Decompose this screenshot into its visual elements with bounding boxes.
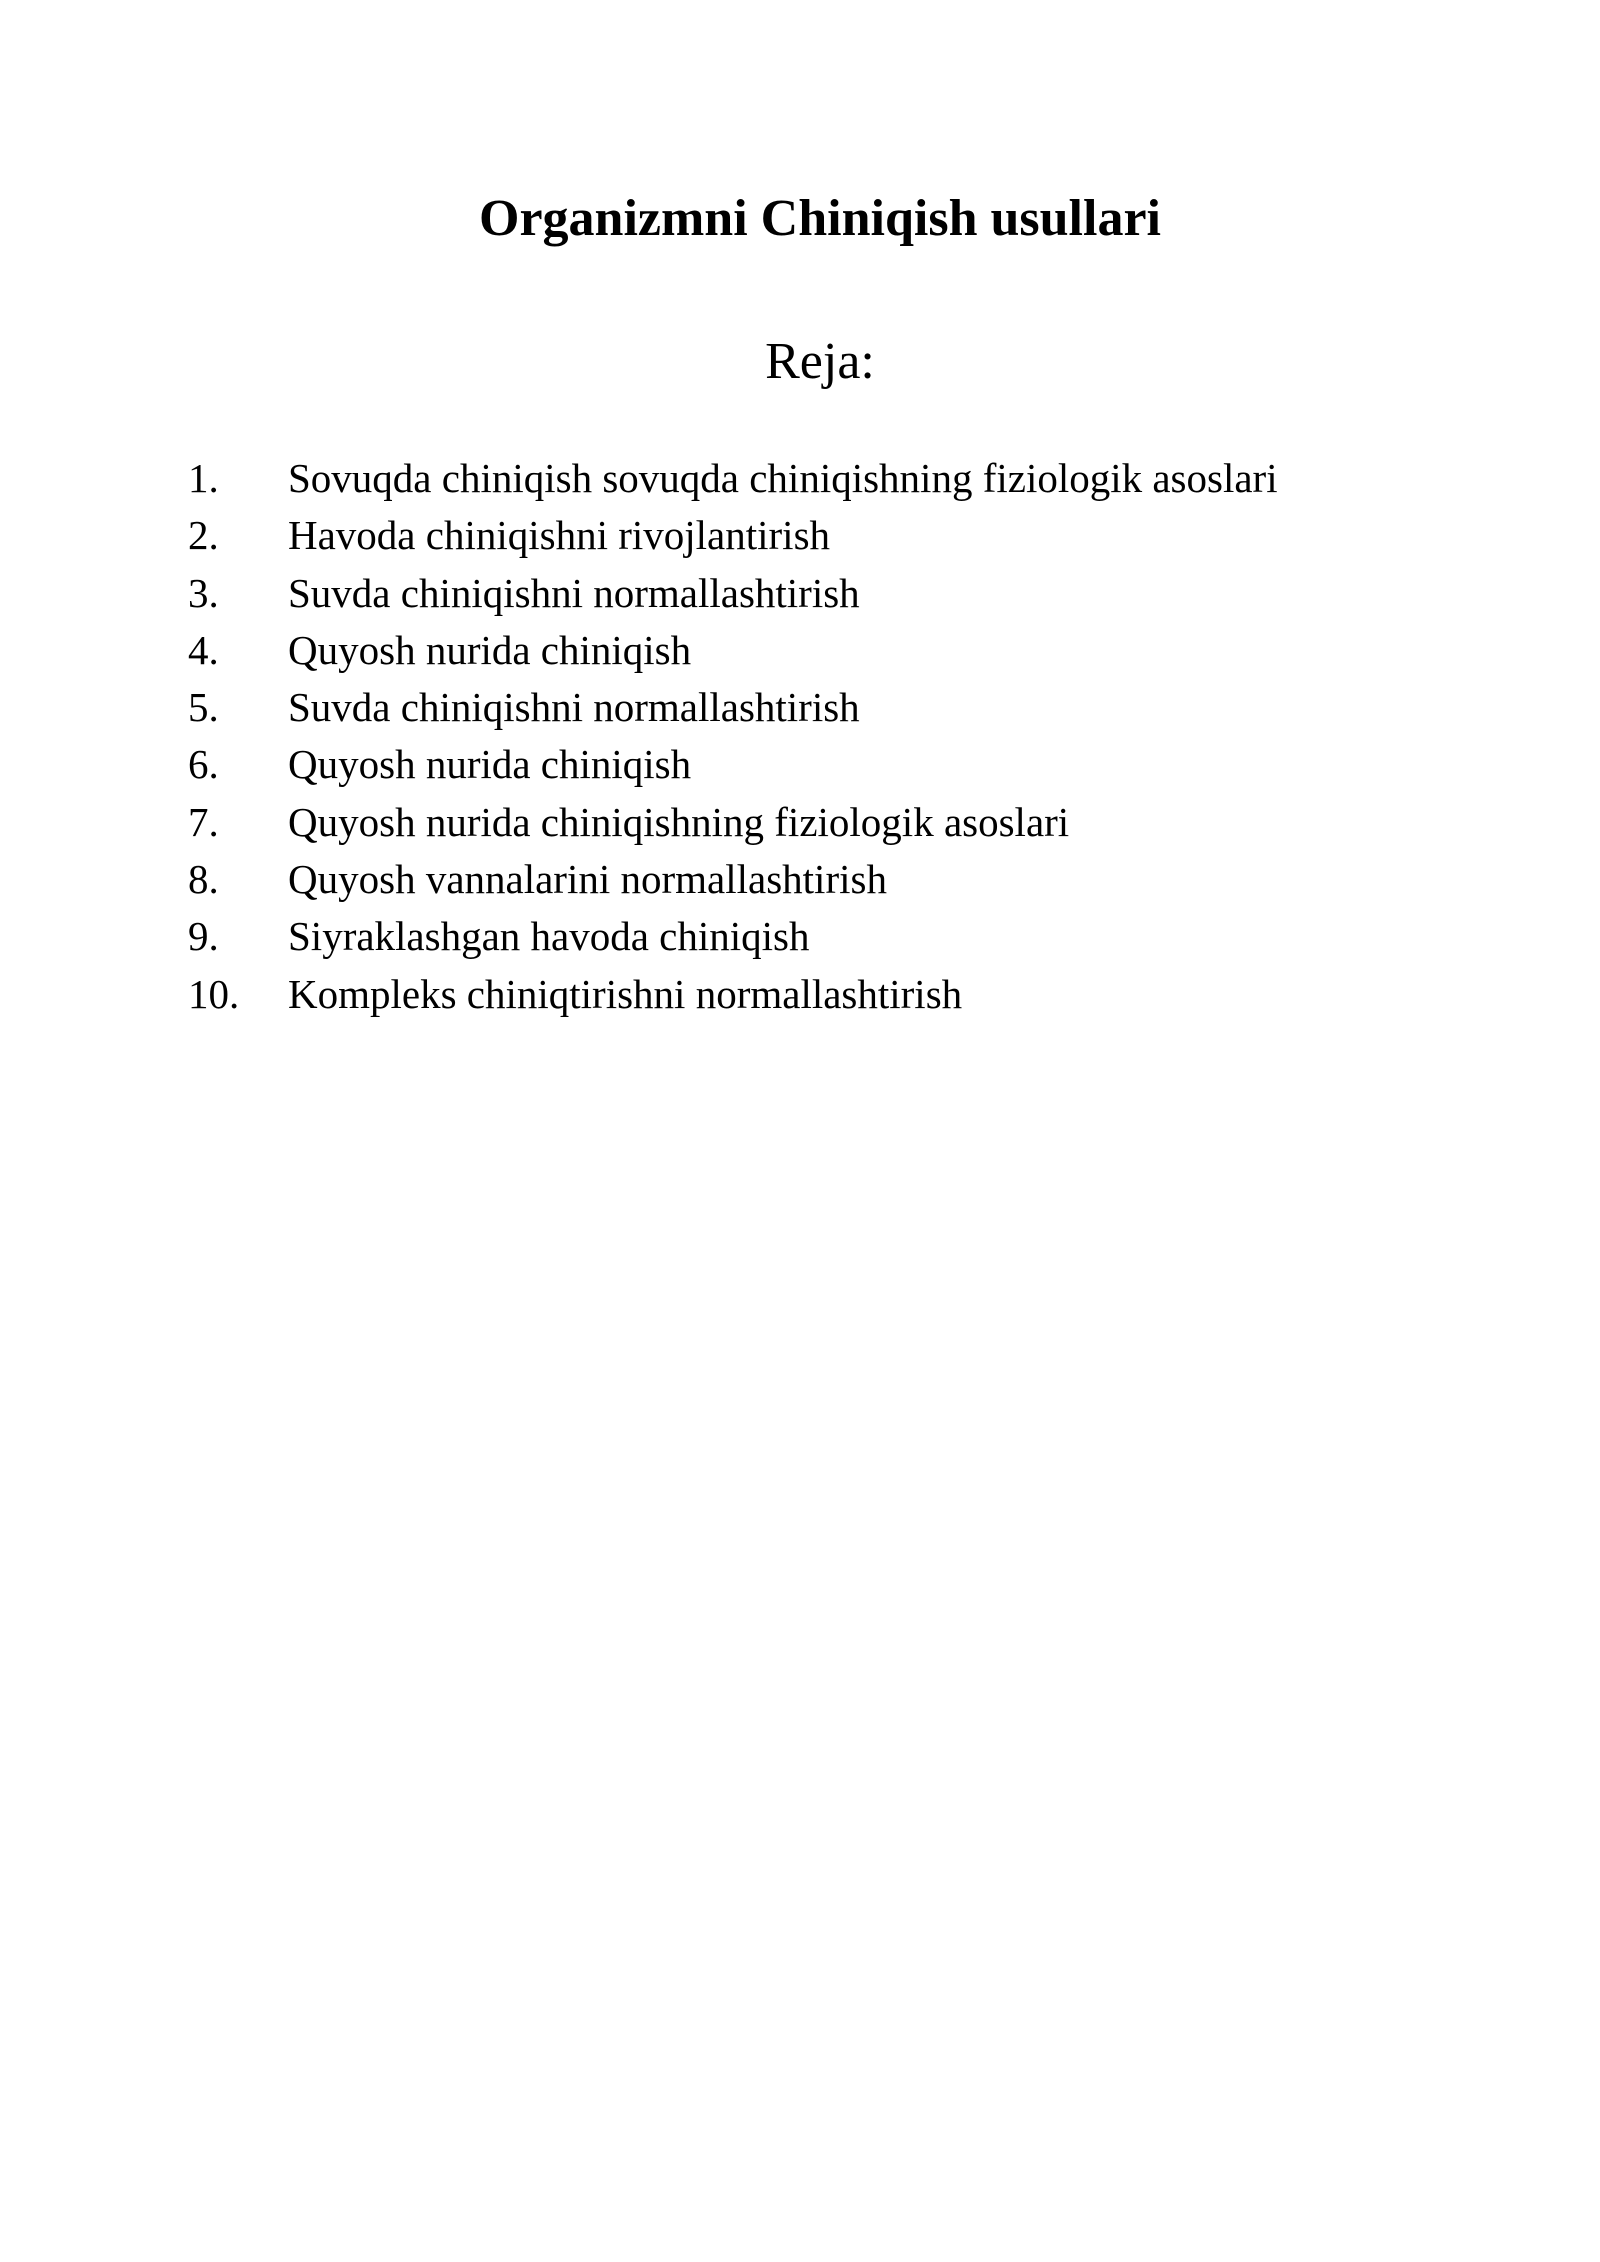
list-item [188,622,1278,679]
list-item-text: Suvda chiniqishni normallashtirish [288,569,860,616]
plan-heading: Reja: [765,333,875,390]
list-item [188,851,1278,908]
list-item-text: Sovuqda chiniqish sovuqda chiniqishning fiziologik asoslari [288,455,1278,501]
list-item-text: Kompleks chiniqtirishni normallashtirish [288,970,963,1017]
list-item-number: 4. [188,626,219,673]
list-item-number: 6. [188,741,219,788]
list-item [188,450,1278,507]
list-item-text: Quyosh nurida chiniqishning fiziologik asoslari [288,798,1070,845]
plan-list [188,450,1278,1023]
list-item [188,736,1278,793]
list-item-number: 3. [188,569,219,616]
list-item [188,908,1278,965]
list-item-text: Siyraklashgan havoda chiniqish [288,913,810,960]
list-item-text: Quyosh nurida chiniqish [288,741,692,788]
list-item [188,679,1278,736]
list-item-text: Quyosh nurida chiniqish [288,626,692,673]
list-item-number: 7. [188,798,219,845]
list-item [188,794,1278,851]
list-item-text: Suvda chiniqishni normallashtirish [288,684,860,731]
list-item-text: Quyosh vannalarini normallashtirish [288,856,887,903]
list-item-text: Havoda chiniqishni rivojlantirish [288,512,831,559]
list-item-number: 2. [188,512,219,559]
list-item-number: 1. [188,455,219,501]
list-item-number: 8. [188,856,219,903]
list-item [188,507,1278,564]
list-item [188,565,1278,622]
list-item-number: 9. [188,913,219,960]
list-item-number: 10. [188,970,240,1017]
document-title: Organizmni Chiniqish usullari [479,190,1161,247]
list-item-number: 5. [188,684,219,731]
list-item [188,966,1278,1023]
